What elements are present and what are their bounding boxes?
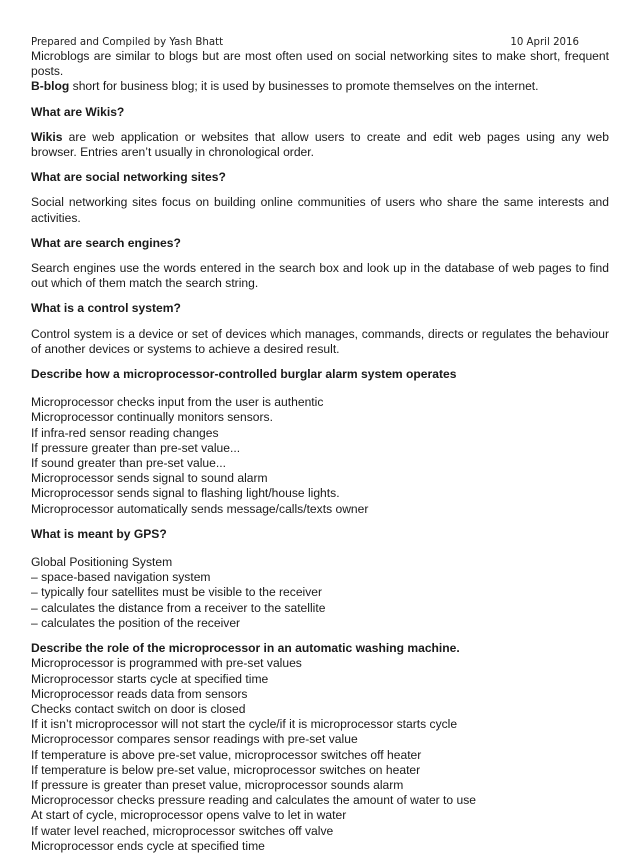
burglar-step: If infra-red sensor reading changes [31,425,219,440]
washing-step: If temperature is below pre-set value, microprocessor switches on heater [31,762,421,777]
washing-step: At start of cycle, microprocessor opens valve to let in water [31,808,347,823]
document-page [31,36,609,854]
wikis-paragraph [31,130,609,160]
wikis-term: Wikis [31,129,63,144]
microblogs-paragraph: Microblogs are similar to blogs but are most often used on social networking sites to make short, frequent posts. [31,49,609,79]
search-paragraph: Search engines use the words entered in the search box and look up in the database of web pages to find out which of them match the search string. [31,261,609,291]
gps-point: – calculates the distance from a receiver to the satellite [31,600,326,615]
page-header [31,36,609,49]
burglar-steps [31,395,609,517]
bblog-term: B-blog [31,79,70,94]
washing-step: If water level reached, microprocessor switches off valve [31,823,334,838]
burglar-step: If pressure greater than pre-set value... [31,440,241,455]
wikis-text: are web application or websites that allow users to create and edit web pages using any web browser. Entries aren’t usually in chronological order. [31,129,609,160]
washing-step: If pressure is greater than preset value, microprocessor sounds alarm [31,777,404,792]
bblog-text: short for business blog; it is used by businesses to promote themselves on the internet. [69,79,539,94]
washing-step: If it isn’t microprocessor will not start the cycle/if it is microprocessor starts cycle [31,717,458,732]
gps-point: – space-based navigation system [31,570,211,585]
burglar-heading: Describe how a microprocessor-controlled burglar alarm system operates [31,367,457,382]
burglar-step: Microprocessor sends signal to flashing light/house lights. [31,486,340,501]
washing-step: Microprocessor ends cycle at specified time [31,838,265,853]
control-heading: What is a control system? [31,301,181,316]
social-heading: What are social networking sites? [31,170,226,185]
washing-heading: Describe the role of the microprocessor in an automatic washing machine. [31,641,460,656]
burglar-step: Microprocessor sends signal to sound alarm [31,471,268,486]
washing-steps [31,656,609,854]
header-author: Prepared and Compiled by Yash Bhatt [31,37,224,48]
header-date: 10 April 2016 [510,37,579,48]
gps-point: Global Positioning System [31,555,173,570]
burglar-step: Microprocessor checks input from the user is authentic [31,395,324,410]
washing-step: Microprocessor checks pressure reading and calculates the amount of water to use [31,793,477,808]
washing-step: Microprocessor starts cycle at specified time [31,671,269,686]
gps-points [31,555,609,631]
control-paragraph: Control system is a device or set of devices which manages, commands, directs or regulates the behaviour of another devices or systems to achieve a desired result. [31,326,609,356]
gps-point: – calculates the position of the receiver [31,615,241,630]
wikis-heading: What are Wikis? [31,104,125,119]
gps-heading: What is meant by GPS? [31,526,167,541]
washing-step: Microprocessor reads data from sensors [31,686,248,701]
search-heading: What are search engines? [31,235,181,250]
burglar-step: Microprocessor continually monitors sensors. [31,410,273,425]
washing-step: Checks contact switch on door is closed [31,701,246,716]
washing-step: Microprocessor is programmed with pre-set values [31,656,302,671]
burglar-step: Microprocessor automatically sends message/calls/texts owner [31,501,369,516]
burglar-step: If sound greater than pre-set value... [31,456,226,471]
washing-step: If temperature is above pre-set value, microprocessor switches off heater [31,747,422,762]
gps-point: – typically four satellites must be visible to the receiver [31,585,323,600]
bblog-paragraph [31,79,609,94]
washing-step: Microprocessor compares sensor readings with pre-set value [31,732,358,747]
social-paragraph: Social networking sites focus on building online communities of users who share the same interests and activities. [31,195,609,225]
